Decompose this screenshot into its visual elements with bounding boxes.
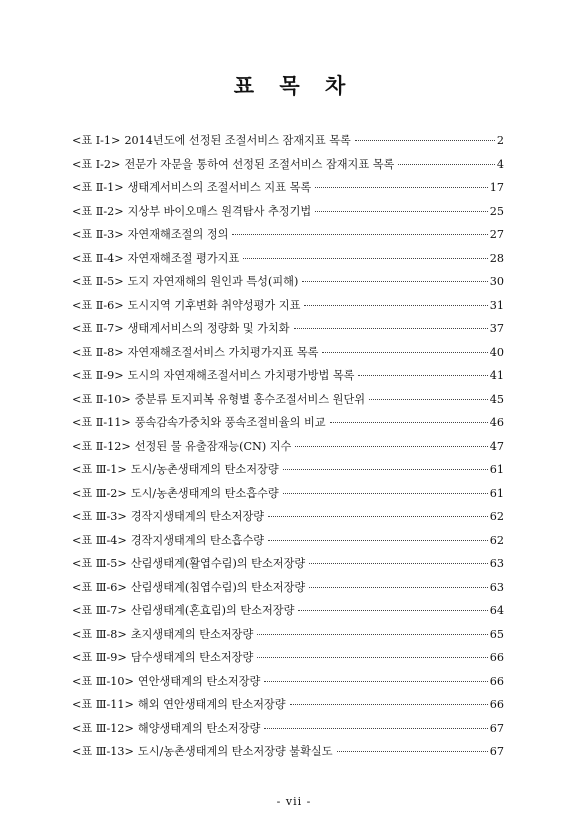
toc-entry-title: 도시지역 기후변화 취약성평가 지표 (127, 298, 301, 312)
toc-entry-label: <표 Ⅲ-8> (72, 627, 127, 641)
toc-entry-page: 67 (489, 745, 504, 758)
toc-entry-page: 61 (489, 463, 504, 476)
toc-entry-title: 도시/농촌생태계의 탄소저장량 불확실도 (137, 745, 333, 758)
toc-entry[interactable] (72, 320, 504, 344)
toc-entry[interactable] (72, 132, 504, 156)
dot-leader (315, 187, 488, 188)
toc-entry-page: 37 (489, 322, 504, 335)
toc-entry-title: 도시의 자연재해조절서비스 가치평가방법 목록 (127, 369, 355, 382)
toc-entry[interactable] (72, 579, 504, 603)
toc-entry-page: 30 (489, 275, 504, 288)
toc-entry[interactable] (72, 673, 504, 697)
toc-entry-page: 27 (489, 228, 504, 241)
toc-entry-title: 경작지생태계의 탄소흡수량 (130, 533, 265, 547)
toc-entry-page: 63 (489, 557, 504, 570)
toc-entry-label: <표 Ⅰ-1> (72, 134, 121, 147)
dot-leader (309, 563, 488, 564)
toc-entry-title: 자연재해조절 평가지표 (127, 251, 240, 265)
toc-entry-label: <표 Ⅲ-12> (72, 721, 134, 735)
dot-leader (232, 234, 487, 235)
dot-leader (315, 211, 488, 212)
toc-entry[interactable] (72, 508, 504, 532)
toc-entry-page: 67 (489, 721, 504, 735)
toc-entry-title: 도시/농촌생태계의 탄소흡수량 (130, 486, 279, 500)
toc-entry[interactable] (72, 649, 504, 673)
toc-entry-label: <표 Ⅱ-9> (72, 369, 124, 382)
toc-entry-page: 66 (489, 651, 504, 664)
toc-entry-page: 47 (489, 439, 504, 453)
page-number: - vii - (276, 795, 312, 808)
toc-entry-label: <표 Ⅱ-12> (72, 439, 131, 453)
toc-entry-label: <표 Ⅲ-11> (72, 698, 134, 711)
dot-leader (398, 164, 495, 165)
toc-entry-label: <표 Ⅲ-3> (72, 510, 127, 523)
dot-leader (243, 258, 487, 259)
dot-leader (309, 587, 488, 588)
toc-entry-label: <표 Ⅲ-4> (72, 533, 127, 547)
toc-entry-page: 41 (489, 369, 504, 382)
toc-entry-title: 담수생태계의 탄소저장량 (130, 651, 254, 664)
toc-entry-label: <표 Ⅲ-2> (72, 486, 127, 500)
toc-entry[interactable] (72, 179, 504, 203)
toc-entry[interactable] (72, 626, 504, 650)
toc-entry[interactable] (72, 367, 504, 391)
toc-entry[interactable] (72, 532, 504, 556)
toc-entry[interactable] (72, 555, 504, 579)
toc-entry[interactable] (72, 414, 504, 438)
toc-entry-title: 연안생태계의 탄소저장량 (137, 674, 261, 688)
toc-entry-label: <표 Ⅱ-10> (72, 392, 131, 406)
toc-entry[interactable] (72, 297, 504, 321)
toc-entry-label: <표 Ⅱ-2> (72, 204, 124, 218)
dot-leader (264, 728, 487, 729)
toc-entry-title: 도지 자연재해의 원인과 특성(피해) (127, 275, 299, 288)
toc-entry-label: <표 Ⅱ-6> (72, 298, 124, 312)
toc-entry-title: 자연재해조절서비스 가치평가지표 목록 (127, 345, 319, 359)
toc-entry-page: 64 (489, 604, 504, 617)
toc-entry-title: 경작지생태계의 탄소저장량 (130, 510, 265, 523)
toc-entry[interactable] (72, 203, 504, 227)
toc-entry-label: <표 Ⅱ-1> (72, 181, 124, 194)
dot-leader (330, 422, 488, 423)
toc-entry-title: 생태계서비스의 정량화 및 가치화 (127, 322, 290, 335)
table-of-tables-list (72, 132, 504, 767)
dot-leader (358, 375, 487, 376)
dot-leader (295, 446, 487, 447)
dot-leader (304, 305, 487, 306)
toc-entry-title: 지상부 바이오매스 원격탐사 추정기법 (127, 204, 312, 218)
dot-leader (283, 493, 488, 494)
toc-entry[interactable] (72, 273, 504, 297)
toc-entry-page: 46 (489, 416, 504, 429)
toc-entry[interactable] (72, 344, 504, 368)
toc-entry-page: 62 (489, 533, 504, 547)
toc-entry-title: 도시/농촌생태계의 탄소저장량 (130, 463, 279, 476)
toc-entry-label: <표 Ⅱ-4> (72, 251, 124, 265)
toc-entry-label: <표 Ⅲ-13> (72, 745, 134, 758)
toc-entry-title: 2014년도에 선정된 조절서비스 잠재지표 목록 (124, 134, 351, 147)
toc-entry[interactable] (72, 696, 504, 720)
dot-leader (298, 610, 487, 611)
dot-leader (268, 516, 488, 517)
toc-entry-label: <표 Ⅱ-11> (72, 416, 131, 429)
toc-entry-title: 산림생태계(활엽수림)의 탄소저장량 (130, 557, 306, 570)
toc-entry[interactable] (72, 250, 504, 274)
toc-entry-title: 자연재해조절의 정의 (127, 228, 229, 241)
toc-entry-page: 2 (496, 134, 504, 147)
toc-entry-page: 66 (489, 698, 504, 711)
toc-entry-title: 산림생태계(침엽수림)의 탄소저장량 (130, 580, 306, 594)
toc-entry-title: 전문가 자문을 통하여 선정된 조절서비스 잠재지표 목록 (124, 157, 395, 171)
toc-entry-page: 66 (489, 674, 504, 688)
toc-entry-page: 40 (489, 345, 504, 359)
dot-leader (322, 352, 487, 353)
toc-entry-label: <표 Ⅱ-3> (72, 228, 124, 241)
toc-entry-label: <표 Ⅲ-6> (72, 580, 127, 594)
toc-entry-label: <표 Ⅲ-1> (72, 463, 127, 476)
dot-leader (337, 751, 488, 752)
dot-leader (264, 681, 487, 682)
dot-leader (283, 469, 488, 470)
toc-entry-page: 25 (489, 204, 504, 218)
toc-entry-label: <표 Ⅲ-5> (72, 557, 127, 570)
toc-entry-title: 선정된 물 유출잠재능(CN) 지수 (134, 439, 292, 453)
toc-entry-label: <표 Ⅲ-9> (72, 651, 127, 664)
toc-entry[interactable] (72, 485, 504, 509)
toc-entry[interactable] (72, 720, 504, 744)
dot-leader (369, 399, 488, 400)
toc-entry[interactable] (72, 438, 504, 462)
toc-entry-label: <표 Ⅰ-2> (72, 157, 121, 171)
toc-entry-label: <표 Ⅱ-5> (72, 275, 124, 288)
dot-leader (355, 140, 495, 141)
toc-entry-page: 31 (489, 298, 504, 312)
dot-leader (257, 634, 488, 635)
toc-entry-page: 45 (489, 392, 504, 406)
toc-entry-label: <표 Ⅲ-10> (72, 674, 134, 688)
toc-entry-page: 17 (489, 181, 504, 194)
dot-leader (290, 704, 488, 705)
page-title: 표 목 차 (233, 73, 355, 98)
toc-entry-title: 생태계서비스의 조절서비스 지표 목록 (127, 181, 312, 194)
toc-entry[interactable] (72, 391, 504, 415)
toc-entry[interactable] (72, 226, 504, 250)
toc-entry-title: 산림생태계(혼효림)의 탄소저장량 (130, 604, 295, 617)
toc-entry[interactable] (72, 461, 504, 485)
dot-leader (302, 281, 487, 282)
toc-entry-page: 4 (496, 157, 504, 171)
toc-entry[interactable] (72, 602, 504, 626)
dot-leader (257, 657, 488, 658)
toc-entry-page: 63 (489, 580, 504, 594)
toc-entry-page: 62 (489, 510, 504, 523)
toc-entry-page: 28 (489, 251, 504, 265)
toc-entry-title: 초지생태계의 탄소저장량 (130, 627, 254, 641)
toc-entry-label: <표 Ⅱ-8> (72, 345, 124, 359)
toc-entry-label: <표 Ⅱ-7> (72, 322, 124, 335)
toc-entry-title: 풍속감속가중치와 풍속조절비율의 비교 (134, 416, 326, 429)
toc-entry-title: 중분류 토지피복 유형별 홍수조절서비스 원단위 (134, 392, 366, 406)
toc-entry-title: 해외 연안생태계의 탄소저장량 (137, 698, 286, 711)
dot-leader (294, 328, 488, 329)
toc-entry[interactable] (72, 156, 504, 180)
dot-leader (268, 540, 488, 541)
toc-entry-page: 65 (489, 627, 504, 641)
toc-entry-page: 61 (489, 486, 504, 500)
toc-entry-title: 해양생태계의 탄소저장량 (137, 721, 261, 735)
toc-entry-label: <표 Ⅲ-7> (72, 604, 127, 617)
toc-entry[interactable] (72, 743, 504, 767)
